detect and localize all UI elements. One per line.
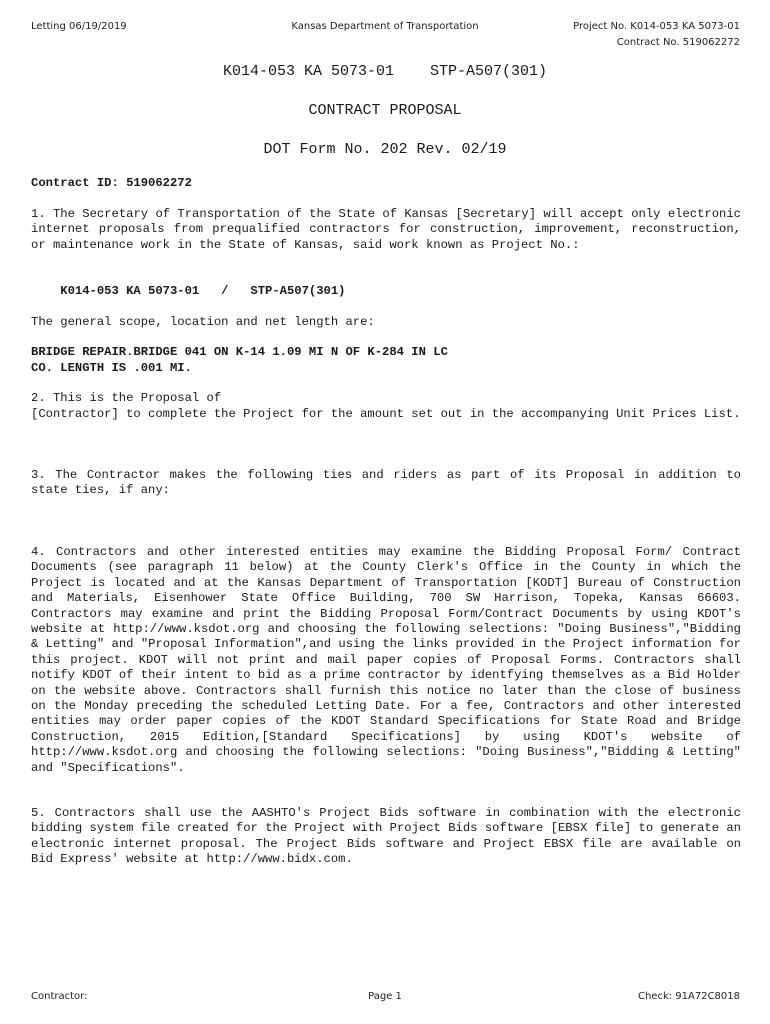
- paragraph-4: 4. Contractors and other interested entities may examine the Bidding Proposal Form/ Contract Documents (see paragraph 11 below) at the County Clerk's Office in the County in which the Project is located and at the Kansas Department of Transportation [KODT] Bureau of Construction and Materials, Eisenhower State Office Building, 700 SW Harrison, Topeka, Kansas 66603. Contractors may examine and print the Bidding Proposal Form/Contract Documents by using KDOT's website at http://www.ksdot.org and choosing the following selections: "Doing Business","Bidding & Letting" and "Proposal Information",and using the links provided in the Project information for this project. KDOT will not print and mail paper copies of Proposal Forms. Contractors shall notify KDOT of their intent to bid as a prime contractor by identfying themselves as a Bid Holder on the website above. Contractors shall furnish this notice no later than the close of business on the Monday preceding the scheduled Letting Date. For a fee, Contractors and other interested entities may order paper copies of the KDOT Standard Specifications for State Road and Bridge Construction, 2015 Edition,[Standard Specifications] by using KDOT's website of http://www.ksdot.org and choosing the following selections: "Doing Business","Bidding & Letting" and "Specifications".: [31, 545, 741, 775]
- header-project-number: Project No. K014-053 KA 5073-01: [573, 21, 740, 32]
- footer-contractor-label: Contractor:: [31, 991, 88, 1002]
- paragraph-1: 1. The Secretary of Transportation of the State of Kansas [Secretary] will accept only electronic internet proposals from prequalified contractors for construction, improvement, reconstruction, or maintenance work in the State of Kansas, said work known as Project No.:: [31, 207, 741, 252]
- paragraph-3: 3. The Contractor makes the following ties and riders as part of its Proposal in addition to state ties, if any:: [31, 468, 741, 498]
- paragraph-2: [Contractor] to complete the Project for the amount set out in the accompanying Unit Prices List.: [31, 407, 741, 421]
- page-number: Page 1: [368, 991, 402, 1002]
- paragraph-2-line-1: 2. This is the Proposal of: [31, 391, 222, 405]
- form-title: DOT Form No. 202 Rev. 02/19: [263, 141, 507, 158]
- contract-id: Contract ID: 519062272: [31, 176, 192, 190]
- paragraph-5: 5. Contractors shall use the AASHTO's Project Bids software in combination with the electronic bidding system file created for the Project with Project Bids software [EBSX file] to generate an electronic internet proposal. The Project Bids software and Project EBSX file are available on Bid Express' website at http://www.bidx.com.: [31, 806, 741, 867]
- project-number-line: K014-053 KA 5073-01 / STP-A507(301): [31, 284, 346, 298]
- proposal-title: CONTRACT PROPOSAL: [308, 102, 462, 119]
- letting-date: Letting 06/19/2019: [31, 21, 127, 32]
- project-title: K014-053 KA 5073-01 STP-A507(301): [222, 63, 548, 80]
- scope-intro: The general scope, location and net length are:: [31, 315, 375, 329]
- scope-line-1: BRIDGE REPAIR.BRIDGE 041 ON K-14 1.09 MI N OF K-284 IN LC: [31, 345, 448, 359]
- agency-name: Kansas Department of Transportation: [291, 21, 479, 32]
- check-code: Check: 91A72C8018: [637, 991, 740, 1002]
- header-contract-number: Contract No. 519062272: [616, 37, 740, 48]
- scope-line-2: CO. LENGTH IS .001 MI.: [31, 361, 192, 375]
